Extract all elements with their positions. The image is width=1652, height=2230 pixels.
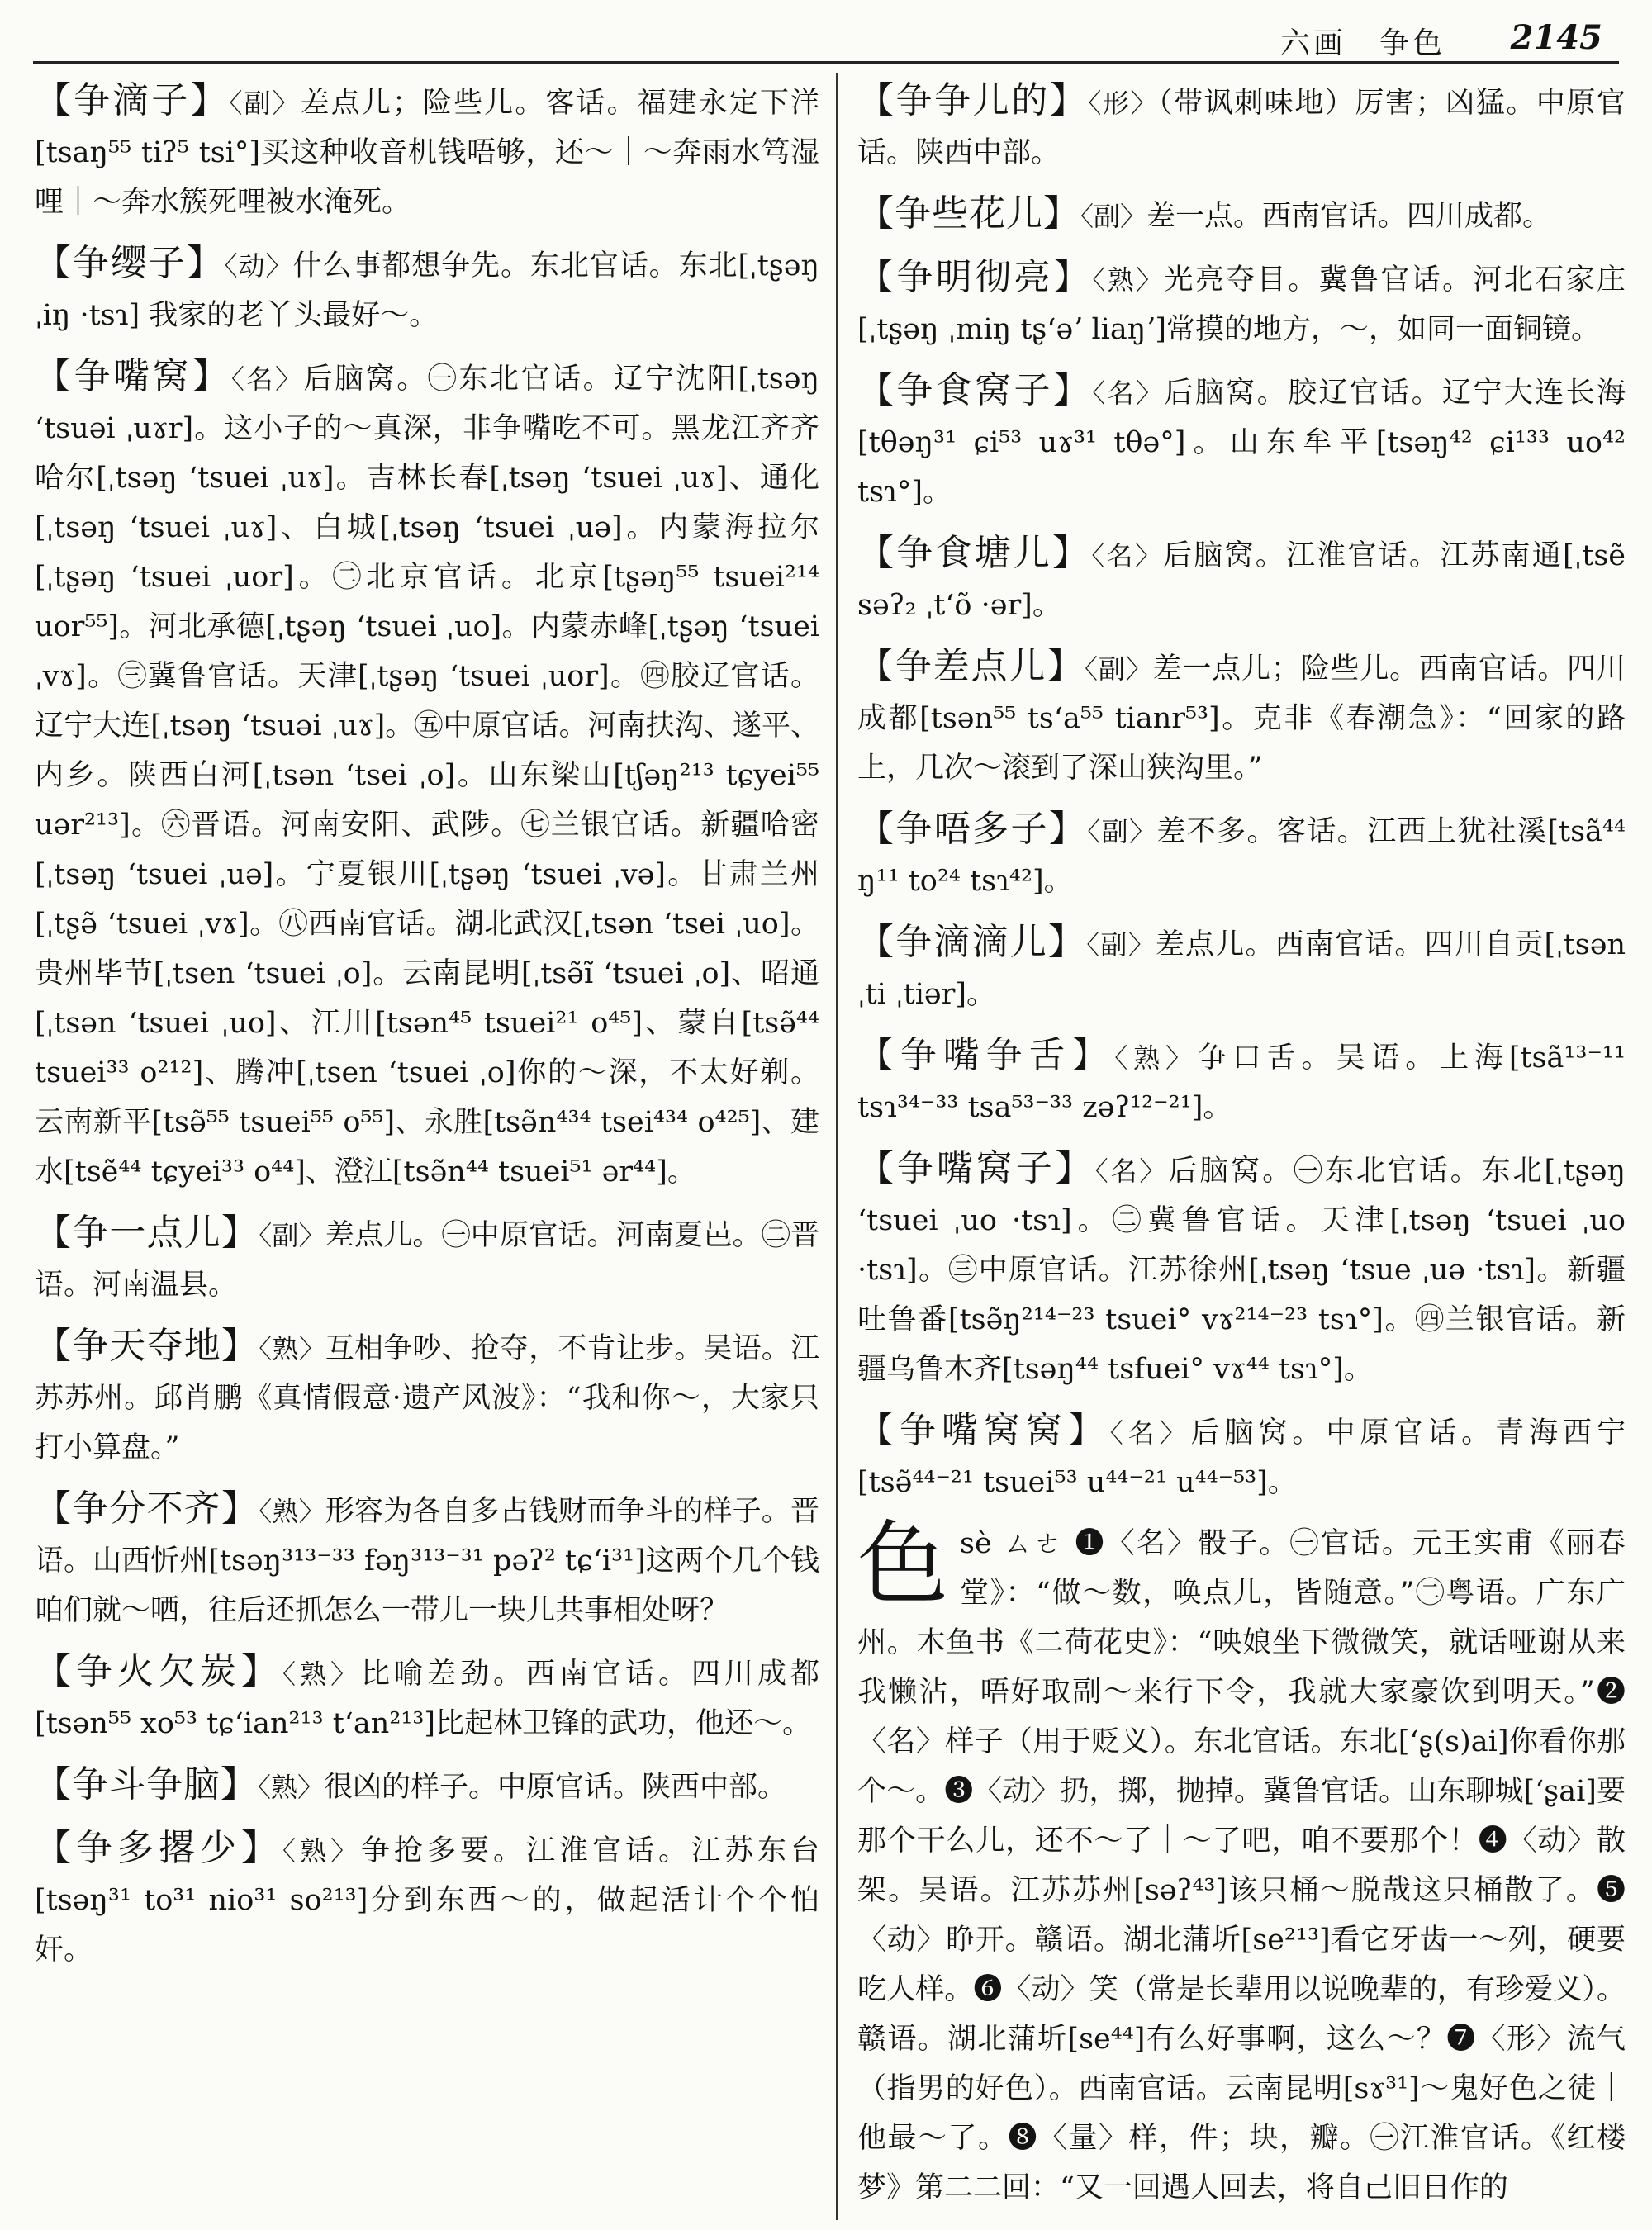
entry-pos: 〈名〉 xyxy=(1092,377,1165,409)
dictionary-entry xyxy=(857,918,1626,1019)
entry-definition: 形容为各自多占钱财而争斗的样子。晋语。山西忻州[tsəŋ³¹³⁻³³ fəŋ³¹³⁻³¹ pəʔ² tɕʻi³¹]这两个几个钱咱们就～哂，往后还抓怎么一带儿一块儿共事相处呀？ xyxy=(35,1495,819,1627)
entry-pos: 〈动〉 xyxy=(224,250,293,282)
entry-definition: 什么事都想争先。东北官话。东北[ˌtʂəŋ ˌiŋ ·tsɿ] 我家的老丫头最好～。 xyxy=(35,249,819,332)
entry-definition: 互相争吵、抢夺，不肯让步。吴语。江苏苏州。邱肖鹏《真情假意·遗产风波》：“我和你～，大家只打小算盘。” xyxy=(35,1332,819,1464)
entry-pos: 〈名〉 xyxy=(1109,1417,1191,1449)
entry-pos: 〈副〉 xyxy=(1085,653,1153,685)
entry-headword: 【争一点儿】 xyxy=(35,1212,259,1254)
entry-pos: 〈熟〉 xyxy=(1114,1042,1198,1074)
head-character: 色 xyxy=(857,1511,948,1617)
entry-headword: 【争明彻亮】 xyxy=(857,256,1093,298)
dictionary-entry xyxy=(857,366,1626,517)
entry-headword: 【争天夺地】 xyxy=(35,1325,259,1367)
entry-headword: 【争唔多子】 xyxy=(857,808,1088,850)
entry-definition: 后脑窝。中原官话。青海西宁[tsə̃⁴⁴⁻²¹ tsuei⁵³ u⁴⁴⁻²¹ u⁴⁴⁻⁵³]。 xyxy=(857,1416,1626,1499)
entry-headword: 【争斗争脑】 xyxy=(35,1763,258,1805)
entry-pos: 〈名〉 xyxy=(1094,1155,1169,1187)
entry-pos: 〈熟〉 xyxy=(282,1658,361,1690)
left-column xyxy=(35,76,819,2215)
entry-pos: 〈副〉 xyxy=(259,1220,325,1251)
character-definition: sè ㄙㄜ ❶〈名〉骰子。㊀官话。元王实甫《丽春堂》：“做～数，唤点儿，皆随意。”㊁粤语。广东广州。木鱼书《二荷花史》：“映娘坐下微微笑，就话哑谢从来我懒沾，唔好取副～来行下令，我就大家豪饮到明天。”❷〈名〉样子（用于贬义）。东北官话。东北[ʻʂ(s)ai]你看你那个～。❸〈动〉扔，掷，抛掉。冀鲁官话。山东聊城[ʻʂai]要那个干么儿，还不～了｜～了吧，咱不要那个！❹〈动〉散架。吴语。江苏苏州[səʔ⁴³]该只桶～脱哉这只桶散了。❺〈动〉睁开。赣语。湖北蒲圻[se²¹³]看它牙齿一～列，硬要吃人样。❻〈动〉笑（常是长辈用以说晚辈的，有珍爱义）。赣语。湖北蒲圻[se⁴⁴]有么好事啊，这么～？❼〈形〉流气（指男的好色）。西南官话。云南昆明[sɤ³¹]～鬼好色之徒｜他最～了。❽〈量〉样，件；块，瓣。㊀江淮官话。《红楼梦》第二二回：“又一回遇人回去，将自己旧日作的 xyxy=(857,1527,1626,2204)
entry-pos: 〈副〉 xyxy=(229,88,301,119)
entry-pos: 〈副〉 xyxy=(1087,816,1157,847)
dictionary-entry xyxy=(35,352,819,1197)
entry-headword: 【争嘴争舌】 xyxy=(857,1034,1115,1076)
dictionary-entry xyxy=(35,76,819,227)
entry-definition: （带讽刺味地）厉害；凶猛。中原官话。陕西中部。 xyxy=(857,87,1626,169)
dictionary-entry xyxy=(35,1208,819,1310)
dictionary-entry xyxy=(35,1824,819,1975)
entry-headword: 【争嘴窝子】 xyxy=(857,1147,1095,1189)
entry-pos: 〈熟〉 xyxy=(282,1835,361,1867)
entry-headword: 【争些花儿】 xyxy=(857,192,1080,235)
entry-headword: 【争火欠炭】 xyxy=(35,1650,282,1692)
dictionary-entry xyxy=(35,1760,819,1812)
entry-headword: 【争分不齐】 xyxy=(35,1487,259,1530)
entry-definition: 比喻差劲。西南官话。四川成都[tsən⁵⁵ xo⁵³ tɕʻian²¹³ tʻan²¹³]比起林卫锋的武功，他还～。 xyxy=(35,1658,819,1740)
entry-definition: 差一点儿；险些儿。西南官话。四川成都[tsən⁵⁵ tsʻa⁵⁵ tianr⁵³]。克非《春潮急》：“回家的路上，几次～滚到了深山狭沟里。” xyxy=(857,652,1626,785)
dictionary-entry xyxy=(857,642,1626,793)
dictionary-entry xyxy=(857,529,1626,630)
entry-headword: 【争食窝子】 xyxy=(857,369,1093,411)
dictionary-entry xyxy=(857,1406,1626,1507)
entry-definition: 差一点。西南官话。四川成都。 xyxy=(1146,200,1552,233)
entry-definition: 差点儿；险些儿。客话。福建永定下洋[tsaŋ⁵⁵ tiʔ⁵ tsi°]买这种收音机钱唔够，还～｜～奔雨水笃湿哩｜～奔水簇死哩被水淹死。 xyxy=(35,87,819,219)
entry-pos: 〈形〉 xyxy=(1088,88,1159,119)
entry-headword: 【争争儿的】 xyxy=(857,79,1089,121)
page-header xyxy=(33,7,1619,64)
entry-definition: 差点儿。㊀中原官话。河南夏邑。㊁晋语。河南温县。 xyxy=(35,1219,819,1302)
dictionary-entry xyxy=(35,1647,819,1748)
dictionary-entry xyxy=(35,1484,819,1635)
entry-definition: 后脑窝。㊀东北官话。东北[ˌtʂəŋ ʻtsuei ˌuo ·tsɿ]。㊁冀鲁官话。天津[ˌtsəŋ ʻtsuei ˌuo ·tsɿ]。㊂中原官话。江苏徐州[ˌtsəŋ ʻtsue ˌuə ·tsɿ]。新疆吐鲁番[tsə̃ŋ²¹⁴⁻²³ tsuei° vɤ²¹⁴⁻²³ tsɿ°]。㊃兰银官话。新疆乌鲁木齐[tsəŋ⁴⁴ tsfuei° vɤ⁴⁴ tsɿ°]。 xyxy=(857,1155,1626,1386)
entry-definition: 后脑窝。胶辽官话。辽宁大连长海[tθəŋ³¹ ɕi⁵³ uɤ³¹ tθə°]。山东牟平[tsəŋ⁴² ɕi¹³³ uo⁴² tsɿ°]。 xyxy=(857,377,1626,509)
entry-definition: 差不多。客话。江西上犹社溪[tsã⁴⁴ ŋ¹¹ to²⁴ tsɿ⁴²]。 xyxy=(857,815,1626,898)
entry-pos: 〈副〉 xyxy=(1080,201,1147,232)
dictionary-entry xyxy=(857,253,1626,354)
dictionary-entry xyxy=(35,1321,819,1473)
entry-headword: 【争嘴窝】 xyxy=(35,355,231,397)
character-entry-se xyxy=(857,1511,1626,2213)
entry-headword: 【争缨子】 xyxy=(35,242,225,284)
column-divider xyxy=(836,73,838,2220)
section-label: 六画 争色 xyxy=(1279,26,1446,60)
entry-pos: 〈名〉 xyxy=(230,363,304,395)
entry-headword: 【争多撂少】 xyxy=(35,1827,282,1869)
entry-definition: 争抢多要。江淮官话。江苏东台[tsəŋ³¹ to³¹ nio³¹ so²¹³]分到东西～的，做起活计个个怕奸。 xyxy=(35,1834,819,1967)
dictionary-entry xyxy=(35,239,819,340)
entry-pos: 〈熟〉 xyxy=(259,1496,325,1527)
dictionary-entry xyxy=(857,76,1626,178)
entry-headword: 【争滴滴儿】 xyxy=(857,921,1087,963)
entry-pos: 〈熟〉 xyxy=(259,1333,325,1364)
entry-headword: 【争嘴窝窝】 xyxy=(857,1409,1110,1451)
entry-headword: 【争食塘儿】 xyxy=(857,532,1092,574)
entry-pos: 〈副〉 xyxy=(1086,929,1156,961)
entry-pos: 〈熟〉 xyxy=(258,1772,325,1803)
page-number: 2145 xyxy=(1510,18,1602,57)
dictionary-entry xyxy=(857,1144,1626,1394)
right-column xyxy=(857,76,1626,2215)
entry-definition: 很凶的样子。中原官话。陕西中部。 xyxy=(324,1771,787,1804)
entry-headword: 【争滴子】 xyxy=(35,79,230,121)
dictionary-entry xyxy=(857,804,1626,906)
dictionary-entry xyxy=(857,1031,1626,1132)
entry-definition: 后脑窝。江淮官话。江苏南通[ˌtsẽ səʔ₂ ˌtʻõ ·ər]。 xyxy=(857,539,1626,622)
entry-headword: 【争差点儿】 xyxy=(857,645,1085,687)
entry-pos: 〈熟〉 xyxy=(1092,264,1165,296)
entry-definition: 差点儿。西南官话。四川自贡[ˌtsən ˌti ˌtiər]。 xyxy=(857,928,1626,1011)
dictionary-entry xyxy=(857,189,1626,241)
entry-definition: 后脑窝。㊀东北官话。辽宁沈阳[ˌtsəŋ ʻtsuəi ˌuɤr]。这小子的～真深，非争嘴吃不可。黑龙江齐齐哈尔[ˌtsəŋ ʻtsuei ˌuɤ]。吉林长春[ˌtsəŋ ʻtsuei ˌuɤ]、通化[ˌtsəŋ ʻtsuei ˌuɤ]、白城[ˌtsəŋ ʻtsuei ˌuə]。内蒙海拉尔[ˌtʂəŋ ʻtsuei ˌuor]。㊁北京官话。北京[tʂəŋ⁵⁵ tsuei²¹⁴ uor⁵⁵]。河北承德[ˌtʂəŋ ʻtsuei ˌuo]。内蒙赤峰[ˌtʂəŋ ʻtsuei ˌvɤ]。㊂冀鲁官话。天津[ˌtʂəŋ ʻtsuei ˌuor]。㊃胶辽官话。辽宁大连[ˌtsəŋ ʻtsuəi ˌuɤ]。㊄中原官话。河南扶沟、遂平、内乡。陕西白河[ˌtsən ʻtsei ˌo]。山东梁山[tʃəŋ²¹³ tɕyei⁵⁵ uər²¹³]。㊅晋语。河南安阳、武陟。㊆兰银官话。新疆哈密[ˌtsəŋ ʻtsuei ˌuə]。宁夏银川[ˌtʂəŋ ʻtsuei ˌvə]。甘肃兰州[ˌtʂə̃ ʻtsuei ˌvɤ]。㊇西南官话。湖北武汉[ˌtsən ʻtsei ˌuo]。贵州毕节[ˌtsen ʻtsuei ˌo]。云南昆明[ˌtsə̃ĩ ʻtsuei ˌo]、昭通[ˌtsən ʻtsuei ˌuo]、江川[tsən⁴⁵ tsuei²¹ o⁴⁵]、蒙自[tsə̃⁴⁴ tsuei³³ o²¹²]、腾冲[ˌtsen ʻtsuei ˌo]你的～深，不太好剃。云南新平[tsə̃⁵⁵ tsuei⁵⁵ o⁵⁵]、永胜[tsə̃n⁴³⁴ tsei⁴³⁴ o⁴²⁵]、建水[tsẽ⁴⁴ tɕyei³³ o⁴⁴]、澄江[tsə̃n⁴⁴ tsuei⁵¹ ər⁴⁴]。 xyxy=(35,363,819,1189)
entry-definition: 争口舌。吴语。上海[tsã¹³⁻¹¹ tsɿ³⁴⁻³³ tsa⁵³⁻³³ zəʔ¹²⁻²¹]。 xyxy=(857,1041,1626,1124)
entry-pos: 〈名〉 xyxy=(1091,540,1164,572)
entry-definition: 光亮夺目。冀鲁官话。河北石家庄[ˌtʂəŋ ˌmiŋ tʂʻəʼ liaŋʼ]常摸的地方，～，如同一面铜镜。 xyxy=(857,263,1626,346)
